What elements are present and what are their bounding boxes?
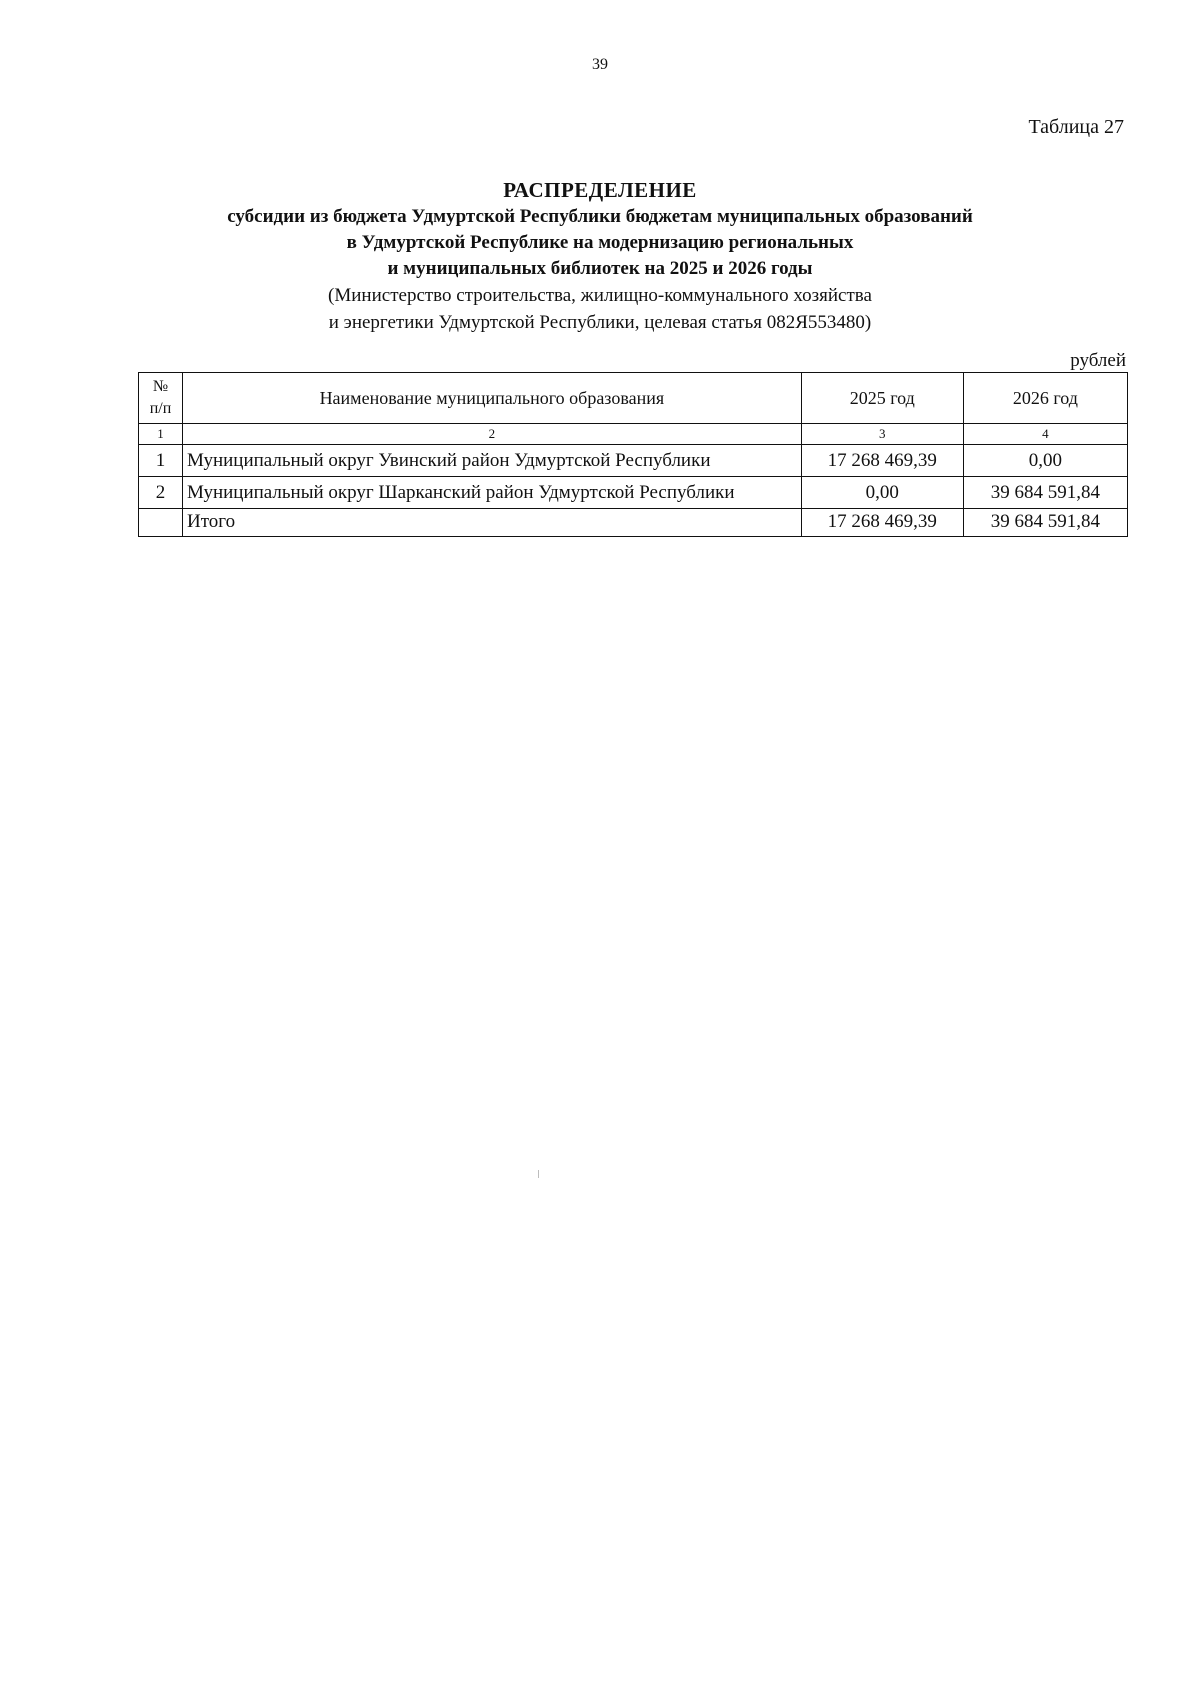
column-index: 1 bbox=[139, 424, 183, 445]
header-number bbox=[139, 373, 183, 424]
header-number-top: № bbox=[152, 378, 169, 395]
row-number: 2 bbox=[139, 477, 183, 509]
total-label: Итого bbox=[183, 509, 802, 537]
document-title bbox=[0, 176, 1200, 336]
amount-2025: 17 268 469,39 bbox=[801, 445, 963, 477]
header-number-bottom: п/п bbox=[149, 400, 172, 417]
total-row bbox=[139, 509, 1128, 537]
table-row bbox=[139, 477, 1128, 509]
total-2026: 39 684 591,84 bbox=[963, 509, 1127, 537]
table-row bbox=[139, 445, 1128, 477]
amount-2026: 0,00 bbox=[963, 445, 1127, 477]
header-year-2025: 2025 год bbox=[801, 373, 963, 424]
municipality-name: Муниципальный округ Увинский район Удмуртской Республики bbox=[183, 445, 802, 477]
column-index: 3 bbox=[801, 424, 963, 445]
column-index: 4 bbox=[963, 424, 1127, 445]
total-number bbox=[139, 509, 183, 537]
title-note-line-2: и энергетики Удмуртской Республики, целевая статья 082Я553480) bbox=[328, 312, 872, 333]
row-number: 1 bbox=[139, 445, 183, 477]
table-label: Таблица 27 bbox=[1028, 116, 1124, 138]
title-line-3: и муниципальных библиотек на 2025 и 2026 годы bbox=[387, 258, 813, 279]
title-line-1: субсидии из бюджета Удмуртской Республики бюджетам муниципальных образований bbox=[227, 206, 973, 227]
municipality-name: Муниципальный округ Шарканский район Удмуртской Республики bbox=[183, 477, 802, 509]
page-number: 39 bbox=[592, 56, 608, 73]
total-2025: 17 268 469,39 bbox=[801, 509, 963, 537]
header-year-2026: 2026 год bbox=[963, 373, 1127, 424]
title-note-line-1: (Министерство строительства, жилищно-коммунального хозяйства bbox=[328, 285, 872, 306]
table-header-row bbox=[139, 373, 1128, 424]
distribution-table bbox=[138, 372, 1128, 537]
amount-2025: 0,00 bbox=[801, 477, 963, 509]
column-index: 2 bbox=[183, 424, 802, 445]
title-main: РАСПРЕДЕЛЕНИЕ bbox=[503, 178, 697, 202]
units-label: рублей bbox=[1070, 350, 1126, 371]
column-index-row bbox=[139, 424, 1128, 445]
title-line-2: в Удмуртской Республике на модернизацию региональных bbox=[346, 232, 854, 253]
amount-2026: 39 684 591,84 bbox=[963, 477, 1127, 509]
header-name: Наименование муниципального образования bbox=[183, 373, 802, 424]
scan-artifact bbox=[538, 1170, 539, 1178]
